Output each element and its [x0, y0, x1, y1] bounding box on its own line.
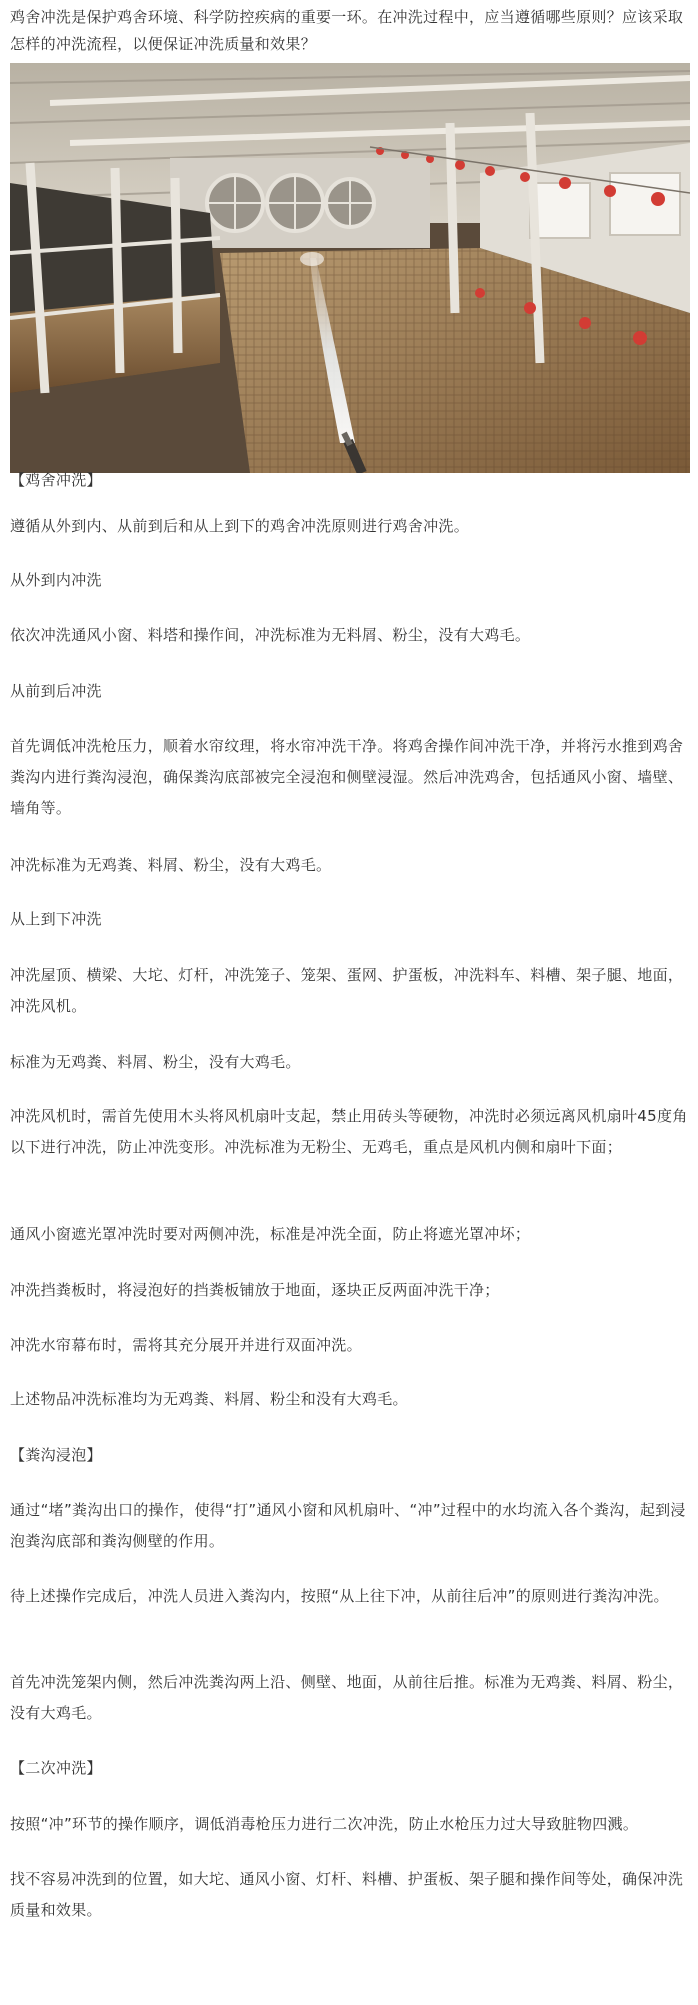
paragraph: 标准为无鸡粪、料屑、粉尘，没有大鸡毛。 [10, 1053, 301, 1071]
paragraph: 冲洗屋顶、横梁、大坨、灯杆，冲洗笼子、笼架、蛋网、护蛋板，冲洗料车、料槽、架子腿、地面，冲洗风机。 [10, 966, 684, 1015]
paragraph: 通过“堵”粪沟出口的操作，使得“打”通风小窗和风机扇叶、“冲”过程中的水均流入各个粪沟，起到浸泡粪沟底部和粪沟侧壁的作用。 [10, 1501, 686, 1550]
subheading: 从上到下冲洗 [10, 910, 102, 928]
paragraph: 遵循从外到内、从前到后和从上到下的鸡舍冲洗原则进行鸡舍冲洗。 [10, 517, 470, 535]
paragraph: 依次冲洗通风小窗、料塔和操作间，冲洗标准为无料屑、粉尘，没有大鸡毛。 [10, 626, 531, 644]
paragraph: 首先冲洗笼架内侧，然后冲洗粪沟两上沿、侧壁、地面，从前往后推。标准为无鸡粪、料屑、粉尘，没有大鸡毛。 [10, 1673, 684, 1722]
exhaust-fans [207, 175, 374, 231]
paragraph: 冲洗标准为无鸡粪、料屑、粉尘，没有大鸡毛。 [10, 856, 332, 874]
section-heading-coop-washing: 【鸡舍冲洗】 [10, 471, 102, 489]
paragraph: 上述物品冲洗标准均为无鸡粪、料屑、粉尘和没有大鸡毛。 [10, 1390, 408, 1408]
paragraph: 冲洗挡粪板时，将浸泡好的挡粪板铺放于地面，逐块正反两面冲洗干净； [10, 1281, 500, 1299]
section-heading-manure-ditch: 【粪沟浸泡】 [10, 1446, 102, 1464]
paragraph: 首先调低冲洗枪压力，顺着水帘纹理，将水帘冲洗干净。将鸡舍操作间冲洗干净，并将污水推到鸡舍粪沟内进行粪沟浸泡，确保粪沟底部被完全浸泡和侧壁浸湿。然后冲洗鸡舍，包括通风小窗、墙壁、墙角等。 [10, 737, 684, 817]
section-heading-second-washing: 【二次冲洗】 [10, 1759, 102, 1777]
subheading: 从前到后冲洗 [10, 682, 102, 700]
paragraph: 冲洗水帘幕布时，需将其充分展开并进行双面冲洗。 [10, 1336, 362, 1354]
paragraph: 冲洗风机时，需首先使用木头将风机扇叶支起，禁止用砖头等硬物，冲洗时必须远离风机扇叶45度角以下进行冲洗，防止冲洗变形。冲洗标准为无粉尘、无鸡毛，重点是风机内侧和扇叶下面； [10, 1107, 688, 1156]
intro-text: 鸡舍冲洗是保护鸡舍环境、科学防控疾病的重要一环。在冲洗过程中，应当遵循哪些原则？应该采取怎样的冲洗流程，以便保证冲洗质量和效果？ [10, 8, 684, 53]
subheading: 从外到内冲洗 [10, 571, 102, 589]
article [10, 0, 690, 473]
coop-washing-photo [10, 63, 690, 473]
photo-illustration [10, 63, 690, 473]
paragraph: 待上述操作完成后，冲洗人员进入粪沟内，按照“从上往下冲，从前往后冲”的原则进行粪沟冲洗。 [10, 1587, 669, 1605]
paragraph: 找不容易冲洗到的位置，如大坨、通风小窗、灯杆、料槽、护蛋板、架子腿和操作间等处，确保冲洗质量和效果。 [10, 1870, 684, 1919]
paragraph: 按照“冲”环节的操作顺序，调低消毒枪压力进行二次冲洗，防止水枪压力过大导致脏物四溅。 [10, 1815, 639, 1833]
paragraph: 通风小窗遮光罩冲洗时要对两侧冲洗，标准是冲洗全面，防止将遮光罩冲坏； [10, 1225, 531, 1243]
